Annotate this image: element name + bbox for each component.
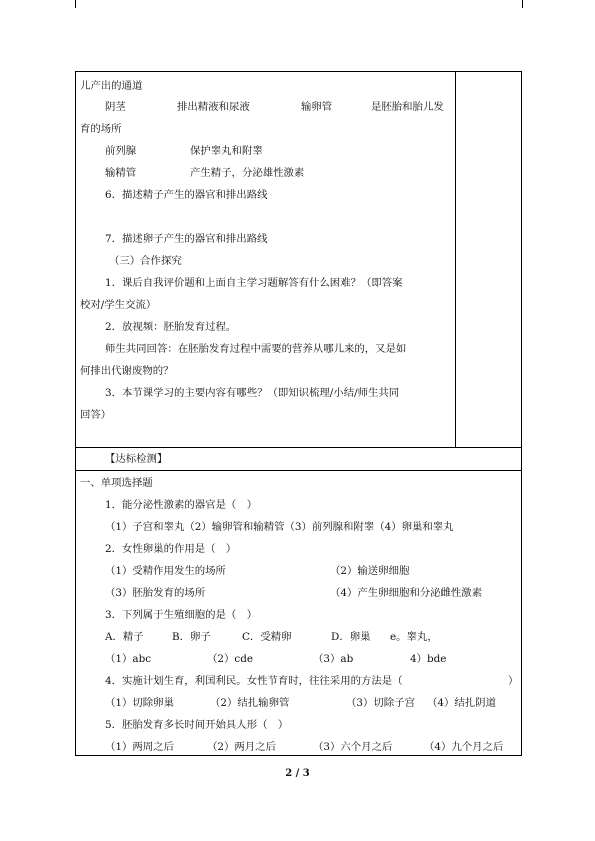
- organ-name: 前列腺: [105, 145, 137, 157]
- section-heading: 【达标检测】: [105, 453, 168, 465]
- section-heading: （三）合作探究: [109, 255, 182, 267]
- question-line: 1．能分泌性激素的器官是（ ）: [105, 499, 258, 511]
- option-line: （1）切除卵巢: [105, 697, 174, 709]
- option-line: （1）两周之后: [105, 741, 174, 753]
- option-line: （2）输送卵细胞: [330, 565, 410, 577]
- option-line: （4）结扎阴道: [427, 697, 496, 709]
- question-line: 3．本节课学习的主要内容有哪些？（即知识梳理/小结/师生共同: [105, 387, 400, 399]
- option-line: （2）cde: [207, 653, 254, 665]
- question-line: 5．胚胎发育多长时间开始具人形（ ）: [105, 719, 289, 731]
- text-line: 育的场所: [80, 123, 122, 135]
- option-line: 4）bde: [410, 653, 447, 665]
- crop-mark-left: [75, 0, 76, 8]
- question-line: 师生共同回答：在胚胎发育过程中需要的营养从哪儿来的，又是如: [105, 343, 407, 355]
- text-line: 校对/学生交流）: [80, 299, 157, 311]
- option-line: （3）ab: [313, 653, 354, 665]
- text-line: 儿产出的通道: [80, 80, 143, 92]
- question-line: 7．描述卵子产生的器官和排出路线: [105, 233, 268, 245]
- question-line: 2．女性卵巢的作用是（ ）: [105, 543, 237, 555]
- section-heading: 一、单项选择题: [80, 477, 153, 489]
- question-bracket: ）: [508, 675, 519, 687]
- option-line: （4）产生卵细胞和分泌雌性激素: [330, 587, 483, 599]
- organ-name: 阴茎: [105, 101, 126, 113]
- option-line: C．受精卵: [242, 631, 292, 643]
- option-line: （3）六个月之后: [313, 741, 393, 753]
- option-line: （2）结扎输卵管: [210, 697, 290, 709]
- option-line: （3）胚胎发育的场所: [105, 587, 206, 599]
- organ-function: 产生精子，分泌雄性激素: [190, 167, 305, 179]
- lesson-table: [75, 71, 522, 756]
- row-divider: [76, 447, 521, 448]
- organ-function: 排出精液和尿液: [177, 101, 250, 113]
- organ-function: 是胚胎和胎儿发: [371, 101, 444, 113]
- option-line: （4）九个月之后: [424, 741, 504, 753]
- option-line: （1）受精作用发生的场所: [105, 565, 226, 577]
- option-line: （1）子宫和睾丸（2）输卵管和输精管（3）前列腺和附睾（4）卵巢和睾丸: [105, 521, 454, 533]
- option-line: （3）切除子宫: [346, 697, 415, 709]
- option-line: （1）abc: [105, 653, 152, 665]
- question-line: 1．课后自我评价题和上面自主学习题解答有什么困难？（即答案: [105, 277, 403, 289]
- page-number: 2 / 3: [285, 768, 310, 779]
- question-line: 4．实施计划生育，利国利民。女性节育时，往往采用的方法是（: [105, 675, 403, 687]
- organ-name: 输卵管: [301, 101, 333, 113]
- option-line: A．精子: [105, 631, 144, 643]
- organ-name: 输精管: [105, 167, 137, 179]
- crop-mark-right: [522, 0, 523, 8]
- option-line: e。睾丸，: [390, 631, 438, 643]
- option-line: D．卵巢: [331, 631, 371, 643]
- question-line: 2．放视频：胚胎发育过程。: [105, 321, 237, 333]
- text-line: 何排出代谢废物的？: [80, 365, 174, 377]
- text-line: 回答）: [80, 409, 112, 421]
- option-line: B．卵子: [172, 631, 211, 643]
- organ-function: 保护睾丸和附睾: [190, 145, 263, 157]
- question-line: 3．下列属于生殖细胞的是（ ）: [105, 609, 258, 621]
- option-line: （2）两月之后: [207, 741, 276, 753]
- row-divider: [76, 470, 521, 471]
- question-line: 6．描述精子产生的器官和排出路线: [105, 189, 268, 201]
